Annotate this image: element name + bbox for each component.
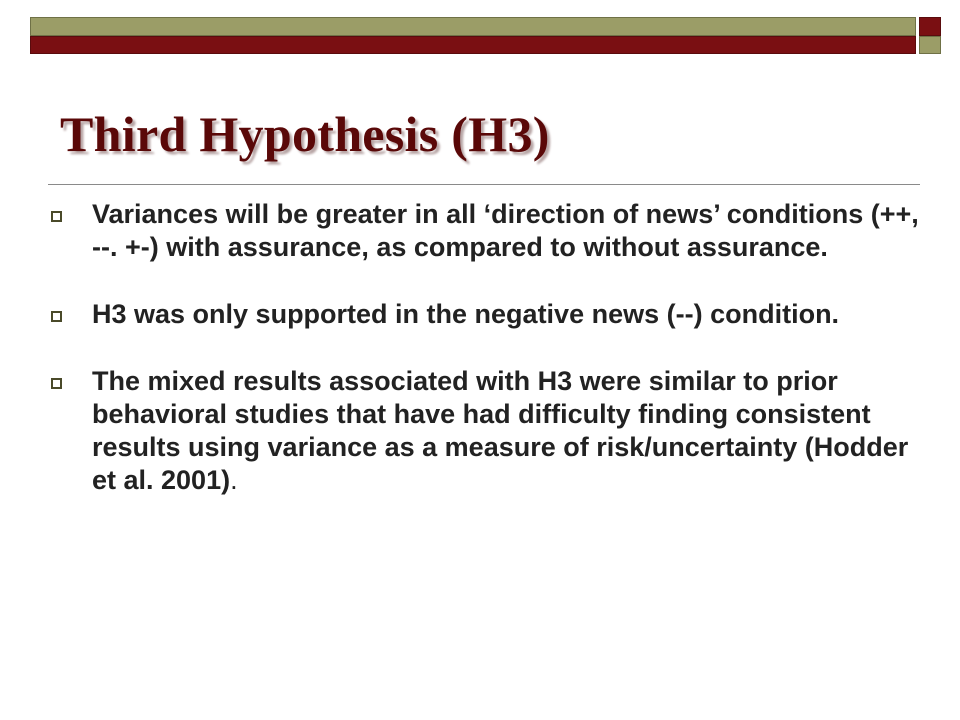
top-maroon-bar bbox=[30, 36, 916, 54]
hollow-square-icon bbox=[51, 311, 62, 322]
corner-maroon-block bbox=[919, 17, 941, 36]
bullet-text-2: H3 was only supported in the negative news (--) condition. bbox=[92, 299, 840, 329]
bullet-item-1 bbox=[46, 198, 920, 264]
bullet-text-1: Variances will be greater in all ‘direction of news’ conditions (++, --. +-) with assurance, as compared to without assurance. bbox=[92, 199, 919, 262]
bullet-list bbox=[46, 198, 920, 497]
corner-olive-block bbox=[919, 36, 941, 54]
bullet-item-3 bbox=[46, 365, 920, 497]
bullet-item-2 bbox=[46, 298, 920, 331]
bullet-text-3-tail: . bbox=[230, 465, 238, 495]
slide-title: Third Hypothesis (H3) bbox=[60, 106, 550, 162]
hollow-square-icon bbox=[51, 211, 62, 222]
title-divider bbox=[48, 184, 920, 185]
top-olive-bar bbox=[30, 17, 916, 36]
bullet-text-3 bbox=[92, 366, 908, 495]
bullet-text-3-body: The mixed results associated with H3 were similar to prior behavioral studies that have had difficulty finding consistent results using variance as a measure of risk/uncertainty (Hodder et al. 2001) bbox=[92, 366, 909, 495]
hollow-square-icon bbox=[51, 378, 62, 389]
